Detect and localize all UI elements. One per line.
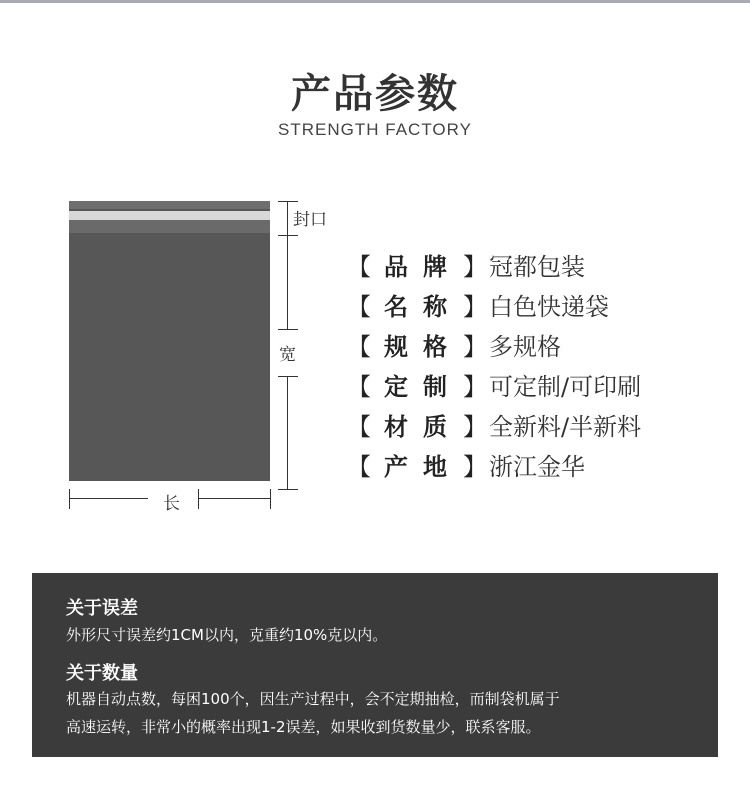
spec-key: 定制	[384, 372, 462, 401]
bracket-close: 】	[463, 252, 487, 281]
spec-row	[347, 244, 641, 284]
seal-strip	[69, 211, 270, 220]
spec-key: 品牌	[384, 252, 462, 281]
width-label: 宽	[279, 345, 296, 365]
seal-bracket-tick-top	[278, 201, 298, 202]
spec-key: 材质	[384, 412, 462, 441]
width-tick-lower	[278, 376, 298, 377]
spec-value: 白色快递袋	[489, 292, 609, 321]
spec-row	[347, 404, 641, 444]
notes-panel	[32, 573, 718, 757]
spec-key: 名称	[384, 292, 462, 321]
bag-illustration	[69, 201, 270, 481]
spec-key: 产地	[384, 452, 462, 481]
bracket-close: 】	[463, 332, 487, 361]
width-tick-bottom	[278, 489, 298, 490]
seal-bracket-line	[287, 201, 288, 235]
length-label: 长	[163, 494, 180, 514]
spec-key: 规格	[384, 332, 462, 361]
spec-value: 多规格	[489, 332, 561, 361]
width-tick-upper	[278, 329, 298, 330]
quantity-text-line-1: 机器自动点数，每困100个，因生产过程中，会不定期抽检，而制袋机属于	[66, 690, 560, 708]
length-line-left	[69, 498, 148, 499]
bracket-open: 【	[347, 372, 371, 401]
spec-value: 全新料/半新料	[489, 412, 642, 441]
bracket-close: 】	[463, 452, 487, 481]
bracket-open: 【	[347, 252, 371, 281]
width-line-lower	[287, 376, 288, 489]
bracket-open: 【	[347, 452, 371, 481]
quantity-text-line-2: 高速运转，非常小的概率出现1-2误差，如果收到货数量少，联系客服。	[66, 718, 541, 736]
bracket-close: 】	[463, 412, 487, 441]
spec-value: 冠都包装	[489, 252, 585, 281]
spec-row	[347, 324, 641, 364]
spec-row	[347, 444, 641, 484]
spec-row	[347, 364, 641, 404]
seal-label: 封口	[293, 210, 327, 230]
width-line-upper	[287, 235, 288, 329]
top-border	[0, 0, 750, 3]
bag-flap-top	[69, 201, 270, 209]
length-tick-left	[69, 489, 70, 509]
length-tick-right	[270, 489, 271, 509]
length-line-right	[198, 498, 270, 499]
quantity-heading: 关于数量	[66, 663, 138, 684]
spec-row	[347, 284, 641, 324]
spec-value: 可定制/可印刷	[489, 372, 642, 401]
page-title: 产品参数	[291, 71, 459, 117]
bracket-open: 【	[347, 332, 371, 361]
bracket-close: 】	[463, 372, 487, 401]
error-heading: 关于误差	[66, 598, 138, 619]
length-tick-mid	[198, 489, 199, 509]
spec-list	[347, 244, 641, 484]
error-text: 外形尺寸误差约1CM以内，克重约10%克以内。	[66, 626, 388, 644]
spec-value: 浙江金华	[489, 452, 585, 481]
page-subtitle: STRENGTH FACTORY	[278, 120, 472, 139]
bracket-open: 【	[347, 412, 371, 441]
seal-bracket-tick-bottom	[278, 235, 298, 236]
bracket-open: 【	[347, 292, 371, 321]
bag-flap-bottom	[69, 220, 270, 233]
bracket-close: 】	[463, 292, 487, 321]
